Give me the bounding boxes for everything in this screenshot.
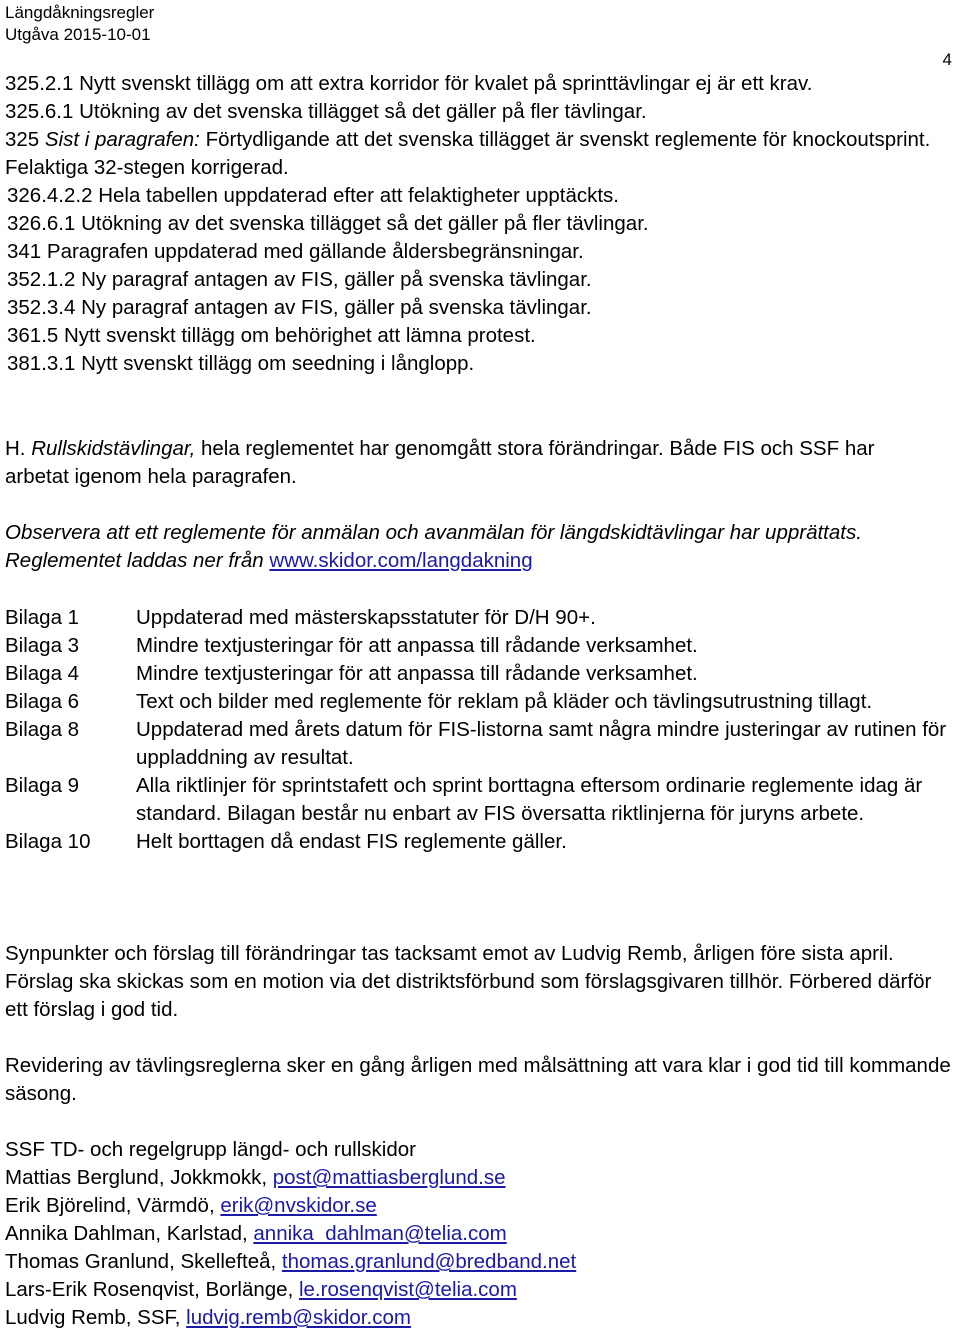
change-item: 352.1.2 Ny paragraf antagen av FIS, gäller på svenska tävlingar.	[7, 268, 592, 291]
bilaga-text: Mindre textjusteringar för att anpassa till rådande verksamhet.	[136, 634, 698, 657]
contact-row: Mattias Berglund, Jokkmokk, post@mattiasberglund.se	[5, 1166, 506, 1189]
group-title: SSF TD- och regelgrupp längd- och rullskidor	[5, 1138, 416, 1161]
bilaga-label: Bilaga 3	[5, 634, 80, 657]
bilaga-label: Bilaga 10	[5, 830, 91, 853]
change-item: 352.3.4 Ny paragraf antagen av FIS, gäller på svenska tävlingar.	[7, 296, 592, 319]
bilaga-label: Bilaga 6	[5, 690, 80, 713]
contact-row: Annika Dahlman, Karlstad, annika_dahlman@telia.com	[5, 1222, 507, 1245]
page-number: 4	[942, 50, 952, 69]
skidor-link[interactable]: www.skidor.com/langdakning	[269, 549, 533, 572]
change-item: 361.5 Nytt svenskt tillägg om behörighet att lämna protest.	[7, 324, 536, 347]
bilaga-text: Helt borttagen då endast FIS reglemente gäller.	[136, 830, 567, 853]
document-header	[5, 2, 154, 46]
bilaga-row	[5, 660, 950, 688]
bilaga-row	[5, 772, 950, 828]
contact-row: Ludvig Remb, SSF, ludvig.remb@skidor.com	[5, 1306, 411, 1329]
change-item: 326.4.2.2 Hela tabellen uppdaterad efter att felaktigheter upptäckts.	[7, 184, 619, 207]
bilaga-text: Text och bilder med reglemente för reklam på kläder och tävlingsutrustning tillagt.	[136, 690, 873, 713]
contact-row: Erik Björelind, Värmdö, erik@nvskidor.se	[5, 1194, 377, 1217]
bilaga-row	[5, 604, 950, 632]
changes-list	[5, 70, 938, 378]
bilaga-label: Bilaga 4	[5, 662, 80, 685]
bilaga-text: Uppdaterad med årets datum för FIS-listorna samt några mindre justeringar av rutinen för uppladdning av resultat.	[136, 718, 947, 769]
email-link[interactable]: thomas.granlund@bredband.net	[281, 1250, 577, 1273]
change-item: 325.2.1 Nytt svenskt tillägg om att extra korridor för kvalet på sprinttävlingar ej är ett krav.	[5, 72, 813, 95]
contact-row: Lars-Erik Rosenqvist, Borlänge, le.rosenqvist@telia.com	[5, 1278, 517, 1301]
email-link[interactable]: erik@nvskidor.se	[220, 1194, 377, 1217]
group-contacts	[5, 1136, 938, 1332]
change-item: 341 Paragrafen uppdaterad med gällande åldersbegränsningar.	[7, 240, 584, 263]
contact-row: Thomas Granlund, Skellefteå, thomas.granlund@bredband.net	[5, 1250, 577, 1273]
bilaga-text: Alla riktlinjer för sprintstafett och sprint borttagna eftersom ordinarie reglemente idag är standard. Bilagan består nu enbart av FIS översatta riktlinjerna för juryns arbete.	[136, 774, 923, 825]
email-link[interactable]: annika_dahlman@telia.com	[253, 1222, 507, 1245]
bilaga-text: Uppdaterad med mästerskapsstatuter för D/H 90+.	[136, 606, 596, 629]
document-edition: Utgåva 2015-10-01	[5, 25, 151, 44]
document-title: Längdåkningsregler	[5, 3, 155, 22]
bilaga-row	[5, 716, 950, 772]
bilaga-text: Mindre textjusteringar för att anpassa till rådande verksamhet.	[136, 662, 698, 685]
bilaga-label: Bilaga 1	[5, 606, 80, 629]
observe-paragraph: Observera att ett reglemente för anmälan och avanmälan för längdskidtävlingar har upprättats. Reglementet laddas ner från www.skidor.com/langdakning	[5, 521, 862, 572]
bilagor-list	[5, 604, 950, 856]
email-link[interactable]: ludvig.remb@skidor.com	[186, 1306, 411, 1329]
synpunkter-paragraph: Synpunkter och förslag till förändringar tas tacksamt emot av Ludvig Remb, årligen före sista april. Förslag ska skickas som en motion via det distriktsförbund som förslagsgivaren tillhör. Förbered därför ett förslag i god tid.	[5, 942, 932, 1021]
bilaga-row	[5, 828, 950, 856]
change-item: 325.6.1 Utökning av det svenska tillägget så det gäller på fler tävlingar.	[5, 100, 647, 123]
change-item: 381.3.1 Nytt svenskt tillägg om seedning i långlopp.	[7, 352, 475, 375]
change-item: 325 Sist i paragrafen: Förtydligande att det svenska tillägget är svenskt reglemente för knockoutsprint. Felaktiga 32-stegen korrigerad.	[5, 128, 931, 179]
bilaga-label: Bilaga 8	[5, 718, 80, 741]
email-link[interactable]: le.rosenqvist@telia.com	[298, 1278, 517, 1301]
bilaga-label: Bilaga 9	[5, 774, 80, 797]
section-h-paragraph: H. Rullskidstävlingar, hela reglementet har genomgått stora förändringar. Både FIS och SSF har arbetat igenom hela paragrafen.	[5, 437, 875, 488]
bilaga-row	[5, 688, 950, 716]
bilaga-row	[5, 632, 950, 660]
email-link[interactable]: post@mattiasberglund.se	[272, 1166, 506, 1189]
change-item: 326.6.1 Utökning av det svenska tillägget så det gäller på fler tävlingar.	[7, 212, 649, 235]
revidering-paragraph: Revidering av tävlingsreglerna sker en gång årligen med målsättning att vara klar i god tid till kommande säsong.	[5, 1054, 951, 1105]
